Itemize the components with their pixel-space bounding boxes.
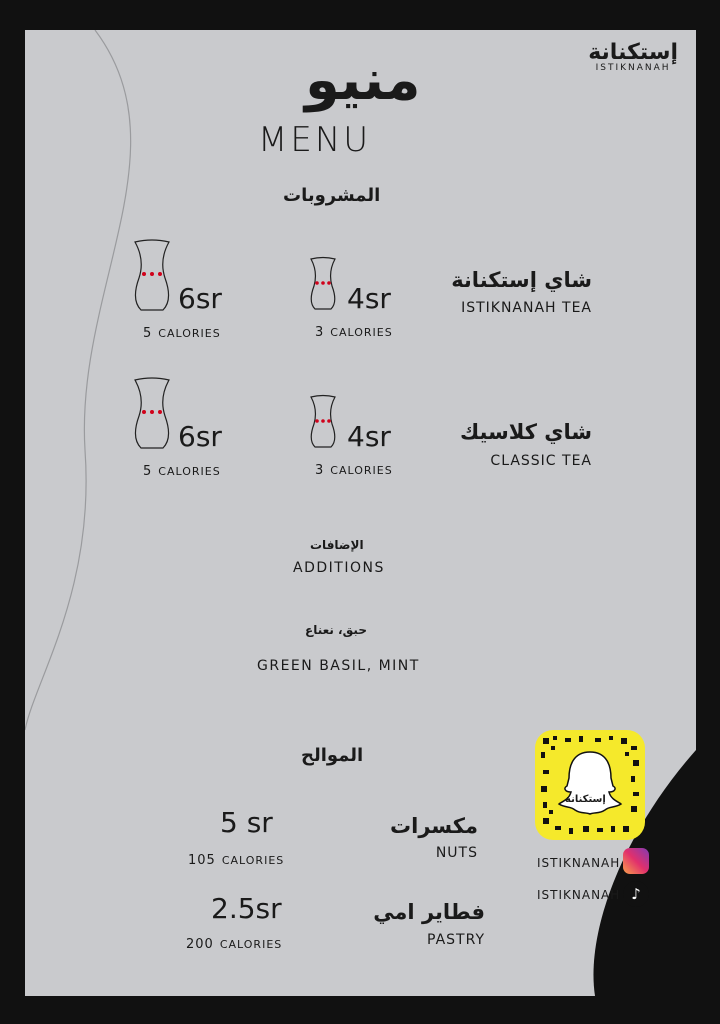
snack-name-english: NUTS	[435, 845, 478, 861]
tiktok-icon[interactable]: ♪	[623, 881, 649, 907]
additions-heading-english: ADDITIONS	[293, 560, 385, 576]
small-glass-icon	[307, 394, 339, 450]
additions-items-english: GREEN BASIL, MINT	[257, 658, 420, 674]
snacks-heading: الموالح	[301, 745, 364, 766]
qr-pattern	[535, 730, 645, 840]
snack-name-arabic: فطاير امي	[373, 900, 485, 924]
calories-small: 3 CALORIES	[315, 325, 393, 340]
drink-name-english: ISTIKNANAH TEA	[461, 300, 592, 316]
price-small: 4sr	[347, 282, 391, 315]
large-glass-icon	[129, 376, 175, 452]
additions-items-arabic: حبق، نعناع	[305, 623, 367, 637]
snapcode-qr[interactable]	[535, 730, 645, 840]
large-glass-icon	[129, 238, 175, 314]
menu-page	[25, 30, 696, 996]
calories-large: 5 CALORIES	[143, 326, 221, 341]
calories-large: 5 CALORIES	[143, 464, 221, 479]
calories-small: 3 CALORIES	[315, 463, 393, 478]
snap-label: إستكنانة	[565, 794, 606, 805]
snack-calories: 200 CALORIES	[186, 937, 283, 952]
drinks-heading: المشروبات	[283, 185, 381, 206]
logo-latin: ISTIKNANAH	[595, 63, 671, 73]
price-small: 4sr	[347, 420, 391, 453]
brand-logo	[588, 40, 678, 73]
snack-calories: 105 CALORIES	[188, 853, 285, 868]
instagram-handle[interactable]: ISTIKNANAH	[537, 856, 621, 870]
drink-name-english: CLASSIC TEA	[490, 453, 592, 469]
additions-heading-arabic: الإضافات	[310, 538, 364, 552]
instagram-icon[interactable]	[623, 848, 649, 874]
menu-title-arabic: منيو	[305, 48, 421, 113]
tiktok-handle[interactable]: ISTIKNANAH	[537, 888, 621, 902]
small-glass-icon	[307, 256, 339, 312]
drink-name-arabic: شاي إستكنانة	[451, 268, 592, 292]
logo-arabic: إستكنانة	[588, 40, 678, 65]
price-large: 6sr	[178, 282, 222, 315]
menu-title-english: MENU	[258, 120, 372, 160]
snack-name-arabic: مكسرات	[390, 814, 478, 838]
background-decoration	[25, 30, 696, 996]
snack-price: 2.5sr	[211, 892, 282, 925]
drink-name-arabic: شاي كلاسيك	[459, 420, 592, 444]
snack-name-english: PASTRY	[427, 932, 485, 948]
snack-price: 5 sr	[220, 806, 273, 839]
price-large: 6sr	[178, 420, 222, 453]
